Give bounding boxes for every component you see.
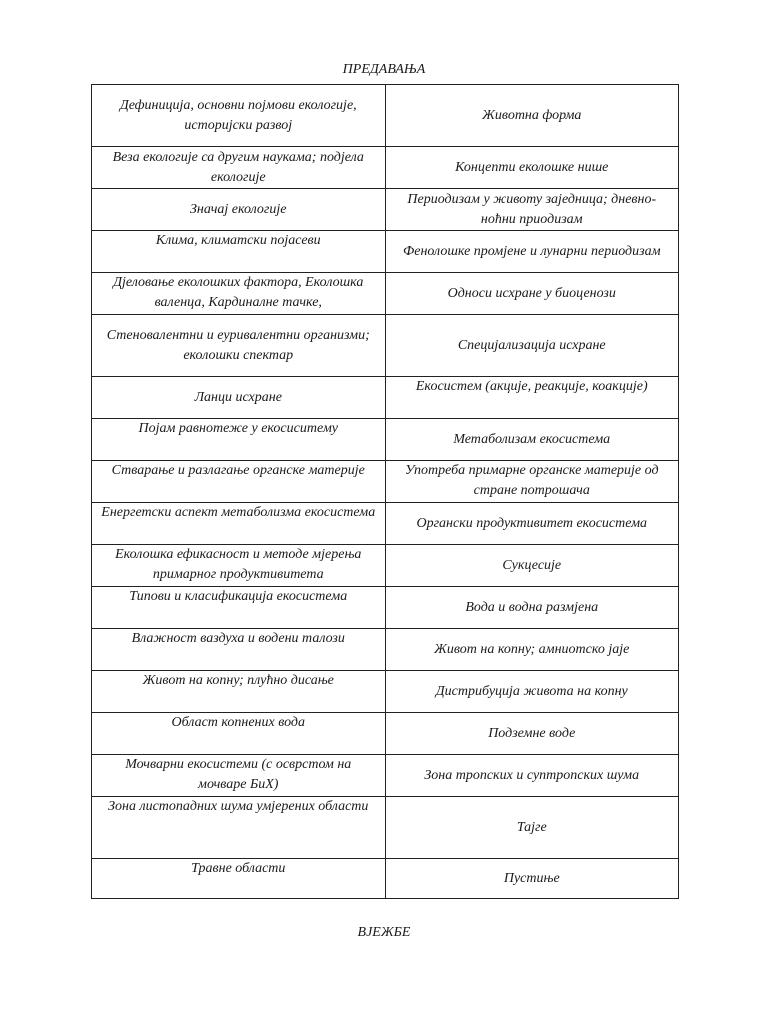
table-row	[92, 273, 679, 315]
lecture-topic-cell: Типови и класификација екосистема	[92, 587, 386, 629]
lecture-topic-cell-right: Односи исхране у биоценози	[385, 273, 679, 315]
lecture-topic-cell-right: Фенолошке промјене и лунарни периодизам	[385, 231, 679, 273]
lecture-topic-cell: Мочварни екосистеми (с осврстом на мочваре БиХ)	[92, 755, 386, 797]
table-row	[92, 713, 679, 755]
lecture-topic-cell: Клима, климатски појасеви	[92, 231, 386, 273]
lecture-topic-cell-right: Пустиње	[385, 859, 679, 899]
table-row	[92, 461, 679, 503]
table-row	[92, 419, 679, 461]
lecture-topic-cell: Енергетски аспект метаболизма екосистема	[92, 503, 386, 545]
table-row	[92, 755, 679, 797]
page-title: ПРЕДАВАЊА	[342, 62, 426, 77]
table-row	[92, 147, 679, 189]
table-row	[92, 859, 679, 899]
lecture-topic-cell: Еколошка ефикасност и методе мјерења примарног продуктивитета	[92, 545, 386, 587]
lecture-topic-cell: Живот на копну; плућно дисање	[92, 671, 386, 713]
table-row	[92, 315, 679, 377]
table-row	[92, 629, 679, 671]
lecture-topic-cell-right: Животна форма	[385, 85, 679, 147]
lecture-topic-cell-right: Екосистем (акције, реакције, коакције)	[385, 377, 679, 419]
table-row	[92, 189, 679, 231]
lectures-table-body	[92, 85, 679, 899]
lecture-topic-cell: Ланци исхране	[92, 377, 386, 419]
lecture-topic-cell: Влажност ваздуха и водени талози	[92, 629, 386, 671]
lecture-topic-cell: Травне области	[92, 859, 386, 899]
table-row	[92, 797, 679, 859]
lecture-topic-cell: Значај екологије	[92, 189, 386, 231]
lecture-topic-cell-right: Метаболизам екосистема	[385, 419, 679, 461]
lecture-topic-cell: Дјеловање еколошких фактора, Еколошка валенца, Кардиналне тачке,	[92, 273, 386, 315]
lecture-topic-cell: Стварање и разлагање органске материје	[92, 461, 386, 503]
lecture-topic-cell: Дефиниција, основни појмови екологије, историјски развој	[92, 85, 386, 147]
lecture-topic-cell-right: Органски продуктивитет екосистема	[385, 503, 679, 545]
table-row	[92, 587, 679, 629]
table-row	[92, 503, 679, 545]
section-heading-exercises: ВЈЕЖБЕ	[357, 925, 411, 940]
table-row	[92, 545, 679, 587]
lecture-topic-cell-right: Дистрибуција живота на копну	[385, 671, 679, 713]
lecture-topic-cell: Појам равнотеже у екосиситему	[92, 419, 386, 461]
lectures-table	[91, 84, 679, 899]
lecture-topic-cell-right: Периодизам у животу заједница; дневно-ноћни приодизам	[385, 189, 679, 231]
lecture-topic-cell-right: Живот на копну; амниотско јаје	[385, 629, 679, 671]
table-row	[92, 377, 679, 419]
table-row	[92, 671, 679, 713]
lecture-topic-cell-right: Концепти еколошке нише	[385, 147, 679, 189]
table-row	[92, 231, 679, 273]
lecture-topic-cell-right: Сукцесије	[385, 545, 679, 587]
lecture-topic-cell-right: Зона тропских и суптропских шума	[385, 755, 679, 797]
lecture-topic-cell-right: Подземне воде	[385, 713, 679, 755]
lecture-topic-cell-right: Тајге	[385, 797, 679, 859]
lecture-topic-cell: Веза екологије са другим наукама; подјела екологије	[92, 147, 386, 189]
lecture-topic-cell-right: Специјализација исхране	[385, 315, 679, 377]
table-row	[92, 85, 679, 147]
lecture-topic-cell-right: Употреба примарне органске материје од стране потрошача	[385, 461, 679, 503]
lecture-topic-cell: Област копнених вода	[92, 713, 386, 755]
lecture-topic-cell: Зона листопадних шума умјерених области	[92, 797, 386, 859]
lecture-topic-cell: Стеновалентни и еуривалентни организми; еколошки спектар	[92, 315, 386, 377]
lecture-topic-cell-right: Вода и водна размјена	[385, 587, 679, 629]
